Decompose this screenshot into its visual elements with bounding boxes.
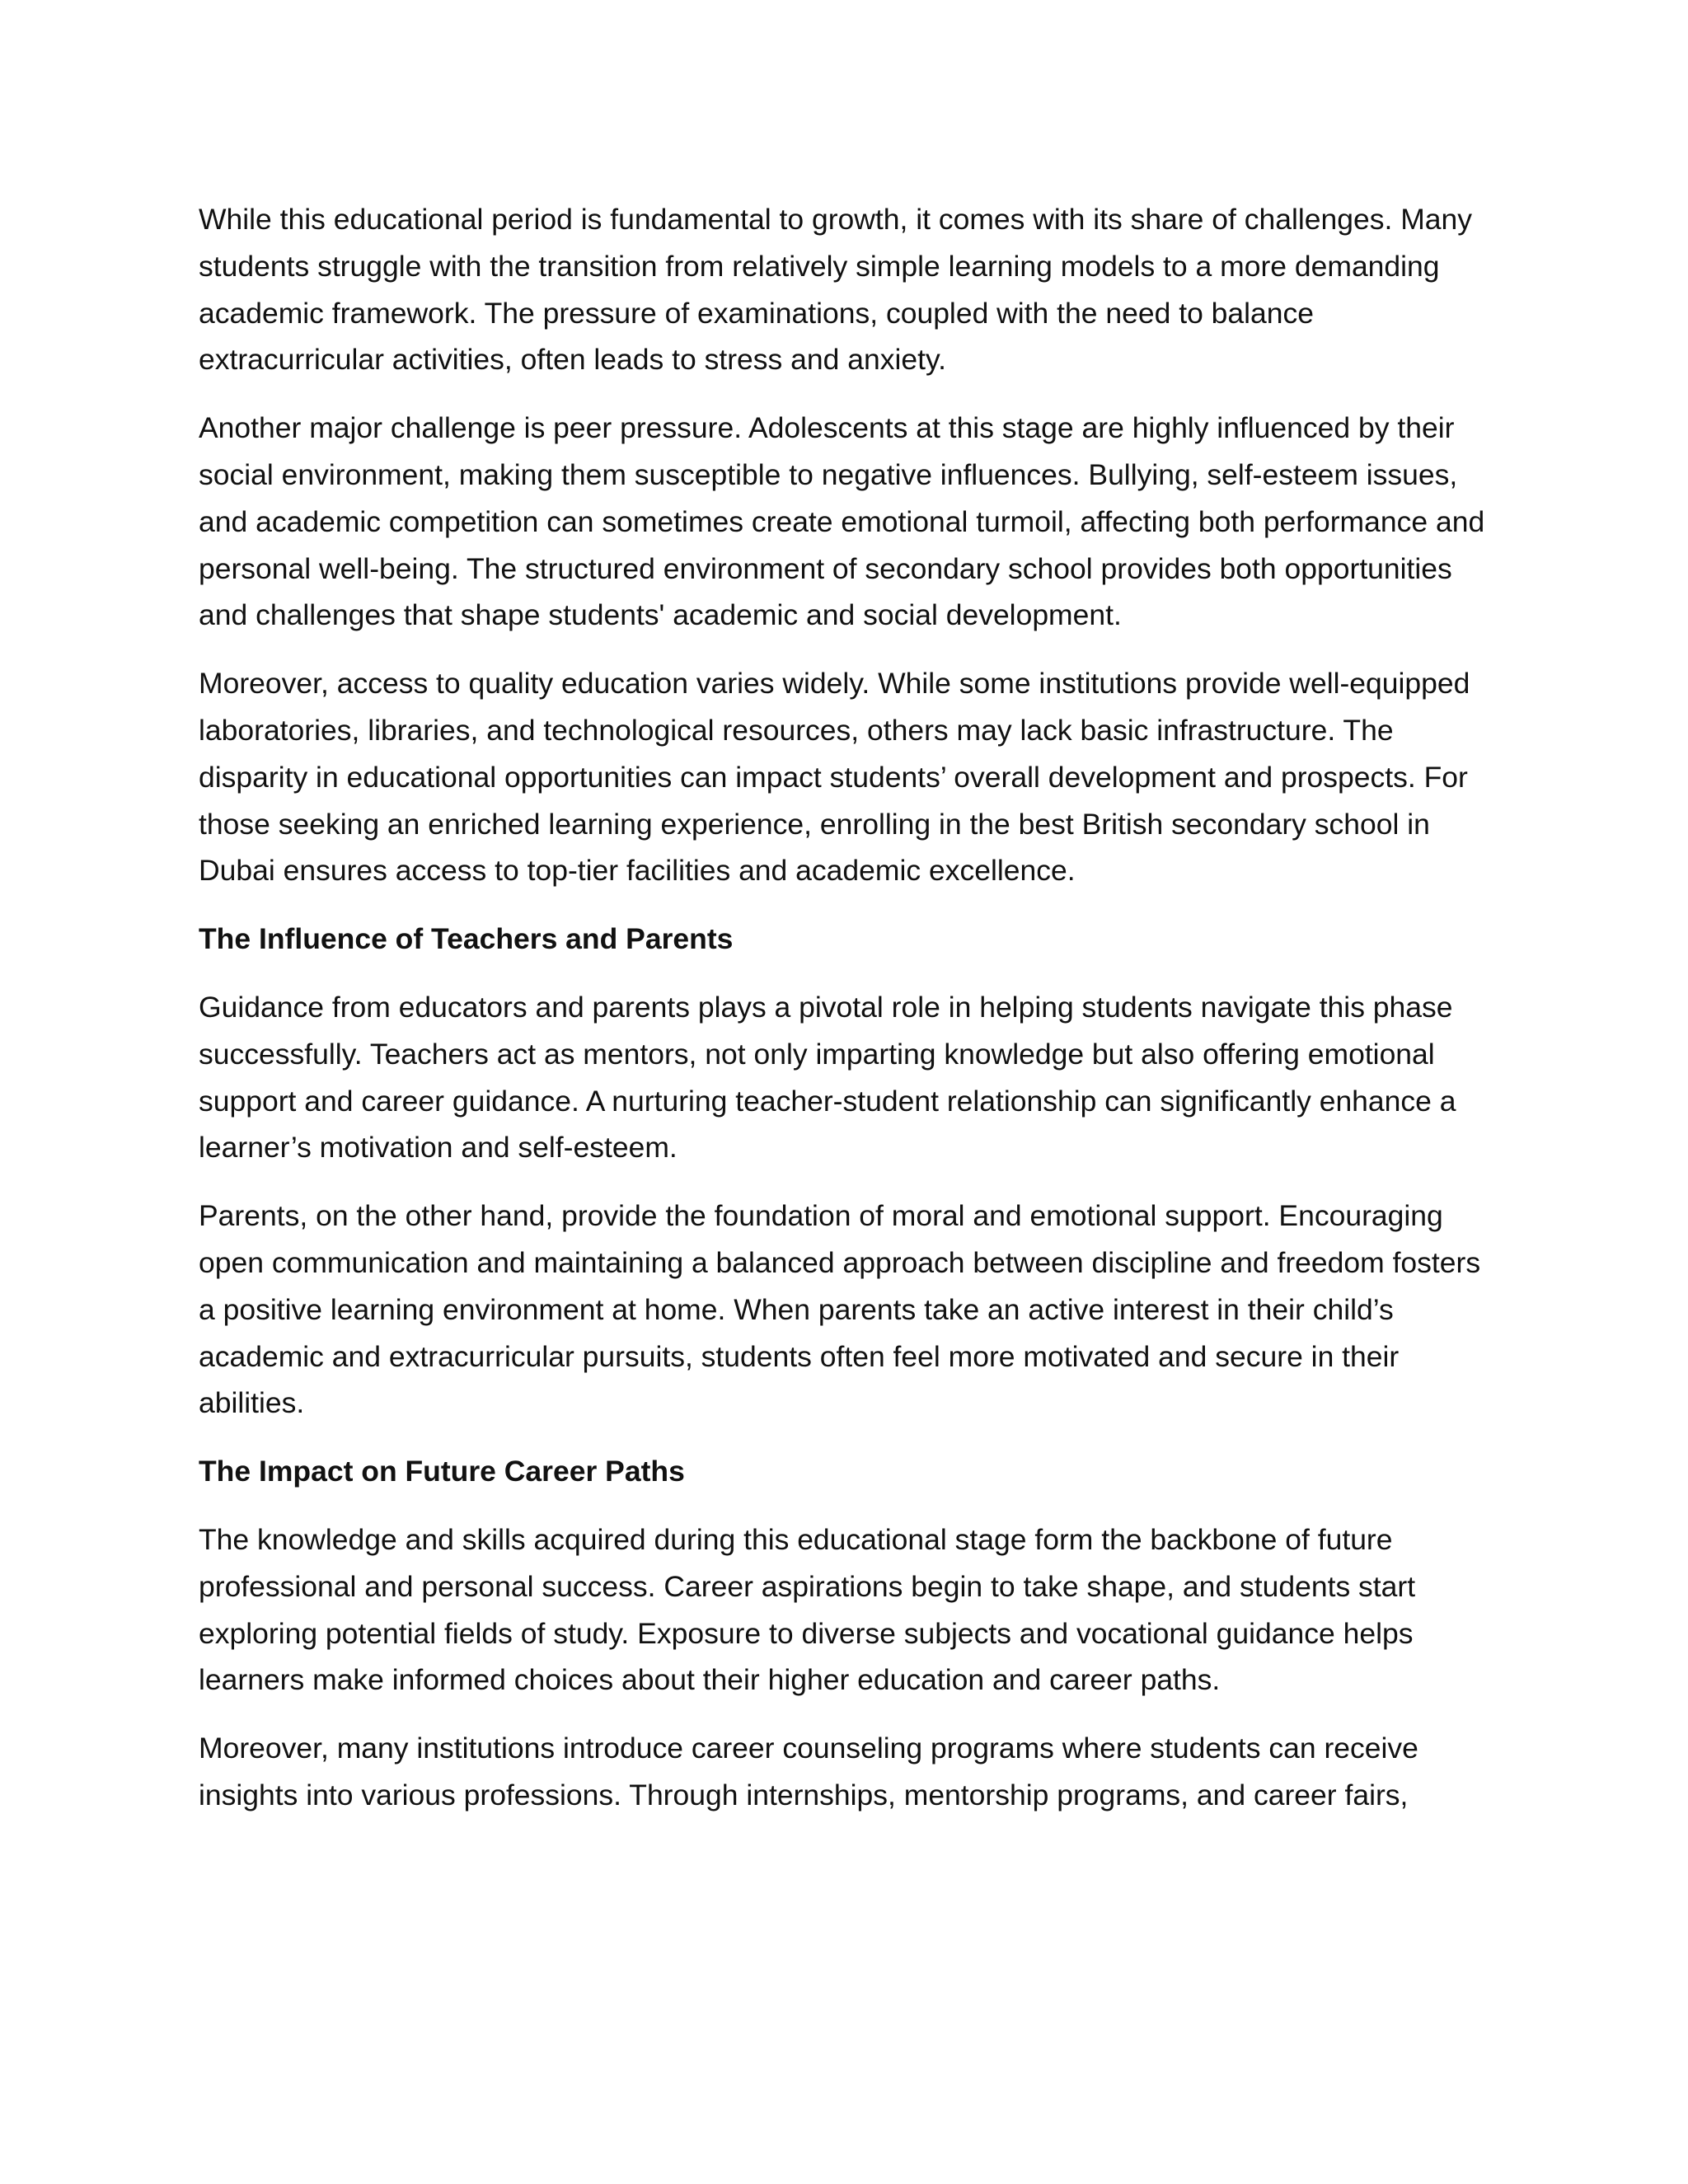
paragraph-challenges-intro: While this educational period is fundamental to growth, it comes with its share of challenges. Many students struggle with the transition from relatively simple learning models to a more demanding academic framework. The pressure of examinations, coupled with the need to balance extracurricular activities, often leads to stress and anxiety. [199,203,1473,377]
paragraph-guidance: Guidance from educators and parents plays a pivotal role in helping students navigate this phase successfully. Teachers act as mentors, not only imparting knowledge but also offering emotional support and career guidance. A nurturing teacher-student relationship can significantly enhance a learner’s motivation and self-esteem. [199,990,1456,1165]
paragraph-access-quality: Moreover, access to quality education varies widely. While some institutions provide well-equipped laboratories, libraries, and technological resources, others may lack basic infrastructure. The disparity in educational opportunities can impact students’ overall development and prospects. For those seeking an enriched learning experience, enrolling in the best British secondary school in Dubai ensures access to top-tier facilities and academic excellence. [199,667,1470,888]
heading-teachers-parents: The Influence of Teachers and Parents [199,922,734,956]
paragraph-knowledge-skills: The knowledge and skills acquired during this educational stage form the backbone of future professional and personal success. Career aspirations begin to take shape, and students start exploring potential fields of study. Exposure to diverse subjects and vocational guidance helps learners make informed choices about their higher education and career paths. [199,1522,1416,1697]
paragraph-career-counseling: Moreover, many institutions introduce career counseling programs where students can receive insights into various professions. Through internships, mentorship programs, and career fairs, [199,1732,1418,1811]
heading-career-paths: The Impact on Future Career Paths [199,1455,685,1488]
document-body [199,196,1493,1840]
paragraph-parents-support: Parents, on the other hand, provide the foundation of moral and emotional support. Encouraging open communication and maintaining a balanced approach between discipline and freedom fosters a positive learning environment at home. When parents take an active interest in their child’s academic and extracurricular pursuits, students often feel more motivated and secure in their abilities. [199,1199,1481,1420]
paragraph-peer-pressure: Another major challenge is peer pressure. Adolescents at this stage are highly influenced by their social environment, making them susceptible to negative influences. Bullying, self-esteem issues, and academic competition can sometimes create emotional turmoil, affecting both performance and personal well-being. The structured environment of secondary school provides both opportunities and challenges that shape students' academic and social development. [199,411,1485,632]
